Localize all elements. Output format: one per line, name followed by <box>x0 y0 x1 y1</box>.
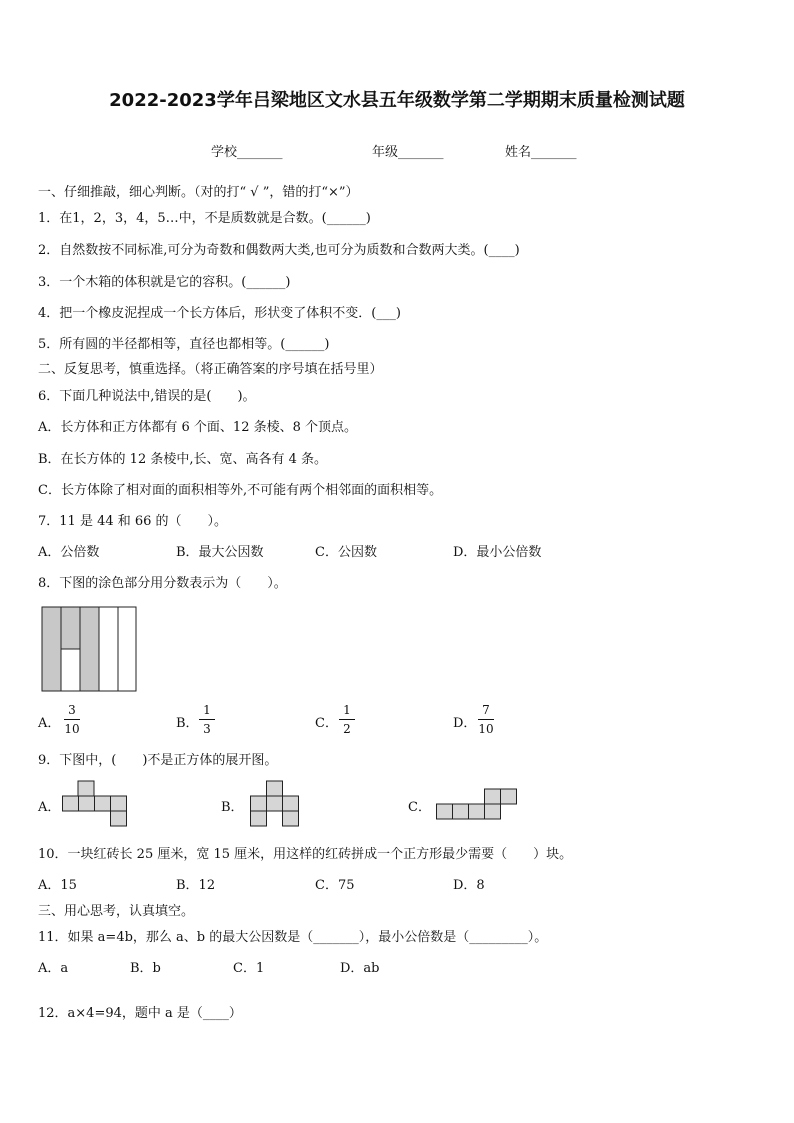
question-10-option-b: B．12 <box>176 878 216 893</box>
question-11-option-c: C．1 <box>233 961 265 976</box>
denominator: 3 <box>203 722 211 736</box>
denominator: 2 <box>343 722 351 736</box>
question-4: 4．把一个橡皮泥捏成一个长方体后，形状变了体积不变．(___) <box>38 306 401 321</box>
section-1-heading: 一、仔细推敲，细心判断。（对的打“ √ ”，错的打“×”） <box>38 185 359 200</box>
question-10-option-d: D．8 <box>453 878 485 893</box>
name-field[interactable]: 姓名_______ <box>505 145 577 160</box>
question-8-option-d-fraction <box>478 703 494 736</box>
question-3: 3．一个木箱的体积就是它的容积。(______) <box>38 275 291 290</box>
question-12: 12．a×4=94，题中 a 是（____） <box>38 1006 242 1021</box>
question-5: 5．所有圆的半径都相等，直径也都相等。(______) <box>38 337 330 352</box>
question-8-option-b-label: B． <box>176 716 199 731</box>
question-11-option-d: D．ab <box>340 961 380 976</box>
question-8-option-d-label: D． <box>453 716 477 731</box>
school-field[interactable]: 学校_______ <box>211 145 283 160</box>
shaded-rectangle-figure <box>41 606 137 692</box>
question-7-option-b: B．最大公因数 <box>176 545 264 560</box>
section-2-heading: 二、反复思考，慎重选择。（将正确答案的序号填在括号里） <box>38 362 383 377</box>
page-title: 2022-2023学年吕梁地区文水县五年级数学第二学期期末质量检测试题 <box>109 90 685 111</box>
question-8-option-a-fraction <box>64 703 80 736</box>
question-6: 6．下面几种说法中,错误的是( )。 <box>38 389 256 404</box>
question-11-option-b: B．b <box>130 961 161 976</box>
question-6-option-b: B．在长方体的 12 条棱中,长、宽、高各有 4 条。 <box>38 452 328 467</box>
cube-net-c-figure <box>436 788 518 822</box>
question-7: 7．11 是 44 和 66 的（ ）。 <box>38 514 228 529</box>
numerator: 3 <box>68 703 76 717</box>
question-7-option-d: D．最小公倍数 <box>453 545 542 560</box>
question-2: 2．自然数按不同标准,可分为奇数和偶数两大类,也可分为质数和合数两大类。(____) <box>38 243 520 258</box>
question-6-option-c: C．长方体除了相对面的面积相等外,不可能有两个相邻面的面积相等。 <box>38 483 443 498</box>
question-8-option-c-fraction <box>339 703 355 736</box>
denominator: 10 <box>64 722 80 736</box>
question-9-option-c-label: C． <box>408 800 431 815</box>
cube-net-b-figure <box>250 780 302 828</box>
numerator: 7 <box>482 703 490 717</box>
question-9: 9．下图中，( )不是正方体的展开图。 <box>38 753 278 768</box>
denominator: 10 <box>478 722 494 736</box>
section-3-heading: 三、用心思考，认真填空。 <box>38 904 195 919</box>
question-8: 8．下图的涂色部分用分数表示为（ ）。 <box>38 576 287 591</box>
question-10-option-a: A．15 <box>38 878 77 893</box>
numerator: 1 <box>203 703 211 717</box>
question-11: 11．如果 a=4b，那么 a、b 的最大公因数是（_______），最小公倍数是（_________）。 <box>38 930 548 945</box>
question-8-option-b-fraction <box>199 703 215 736</box>
question-7-option-a: A．公倍数 <box>38 545 100 560</box>
question-11-option-a: A．a <box>38 961 69 976</box>
question-9-option-a-label: A． <box>38 800 61 815</box>
grade-field[interactable]: 年级_______ <box>372 145 444 160</box>
numerator: 1 <box>343 703 351 717</box>
question-7-option-c: C．公因数 <box>315 545 377 560</box>
question-6-option-a: A．长方体和正方体都有 6 个面、12 条棱、8 个顶点。 <box>38 420 358 435</box>
question-1: 1．在1，2，3，4，5…中，不是质数就是合数。(______) <box>38 211 371 226</box>
question-10: 10．一块红砖长 25 厘米，宽 15 厘米，用这样的红砖拼成一个正方形最少需要（ ）块。 <box>38 847 573 862</box>
question-8-option-a-label: A． <box>38 716 61 731</box>
question-8-option-c-label: C． <box>315 716 338 731</box>
question-10-option-c: C．75 <box>315 878 355 893</box>
cube-net-a-figure <box>62 780 128 828</box>
question-9-option-b-label: B． <box>221 800 244 815</box>
